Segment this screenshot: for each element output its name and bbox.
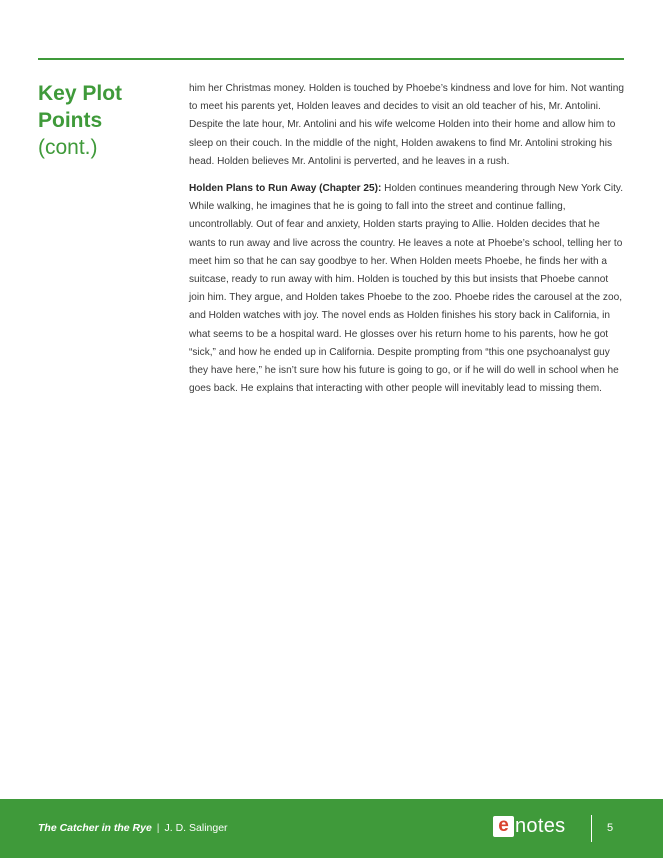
paragraph-2-text: Holden continues meandering through New York City. While walking, he imagines that he is going to fall into the street and continue falling, uncontrollably. Out of fear and anxiety, Holden starts praying to Allie. Holden decides that he wants to run away and live across the country. He leaves a note at Phoebe’s school, telling her to meet him so that he can say goodbye to her. When Holden meets Phoebe, he finds her with a suitcase, ready to run away with him. Holden is touched by this but insists that Phoebe cannot join him. They argue, and Holden takes Phoebe to the zoo. Phoebe rides the carousel at the zoo, and Holden watches with joy. The novel ends as Holden finishes his story back in California, in what seems to be a hospital ward. He glosses over his return home to his parents, how he got “sick,” and how he ended up in California. Despite prompting from “this one psychoanalyst guy they have here,” he isn’t sure how his future is going to go, or if he will do well in school when he goes back. He explains that interacting with other people will inevitably lead to missing them. (189, 183, 624, 395)
footer-book-info (38, 822, 228, 834)
footer-author: J. D. Salinger (164, 822, 228, 834)
enotes-logo-text: notes (515, 815, 566, 837)
footer-book-title: The Catcher in the Rye (38, 822, 152, 834)
section-heading (38, 80, 178, 161)
paragraph-2 (189, 180, 625, 398)
enotes-logo (493, 816, 565, 840)
paragraph-2-lead: Holden Plans to Run Away (Chapter 25): (189, 183, 382, 195)
heading-line-2: Points (38, 109, 103, 132)
heading-line-3: (cont.) (38, 136, 98, 159)
paragraph-1 (189, 80, 625, 171)
footer-separator: | (156, 822, 160, 834)
heading-line-1: Key Plot (38, 82, 123, 105)
footer-vertical-divider (591, 815, 592, 842)
top-divider (38, 58, 624, 60)
footer-bar (0, 799, 663, 858)
body-text (189, 80, 625, 407)
paragraph-1-text: him her Christmas money. Holden is touched by Phoebe’s kindness and love for him. Not wanting to meet his parents yet, Holden leaves and decides to visit an old teacher of his, Mr. Antolini. Despite the late hour, Mr. Antolini and his wife welcome Holden into their home and allow him to sleep on their couch. In the middle of the night, Holden awakens to find Mr. Antolini stroking his head. Holden believes Mr. Antolini is perverted, and he leaves in a rush. (189, 83, 625, 167)
page-number: 5 (607, 822, 614, 834)
enotes-logo-e-icon: e (493, 816, 514, 837)
